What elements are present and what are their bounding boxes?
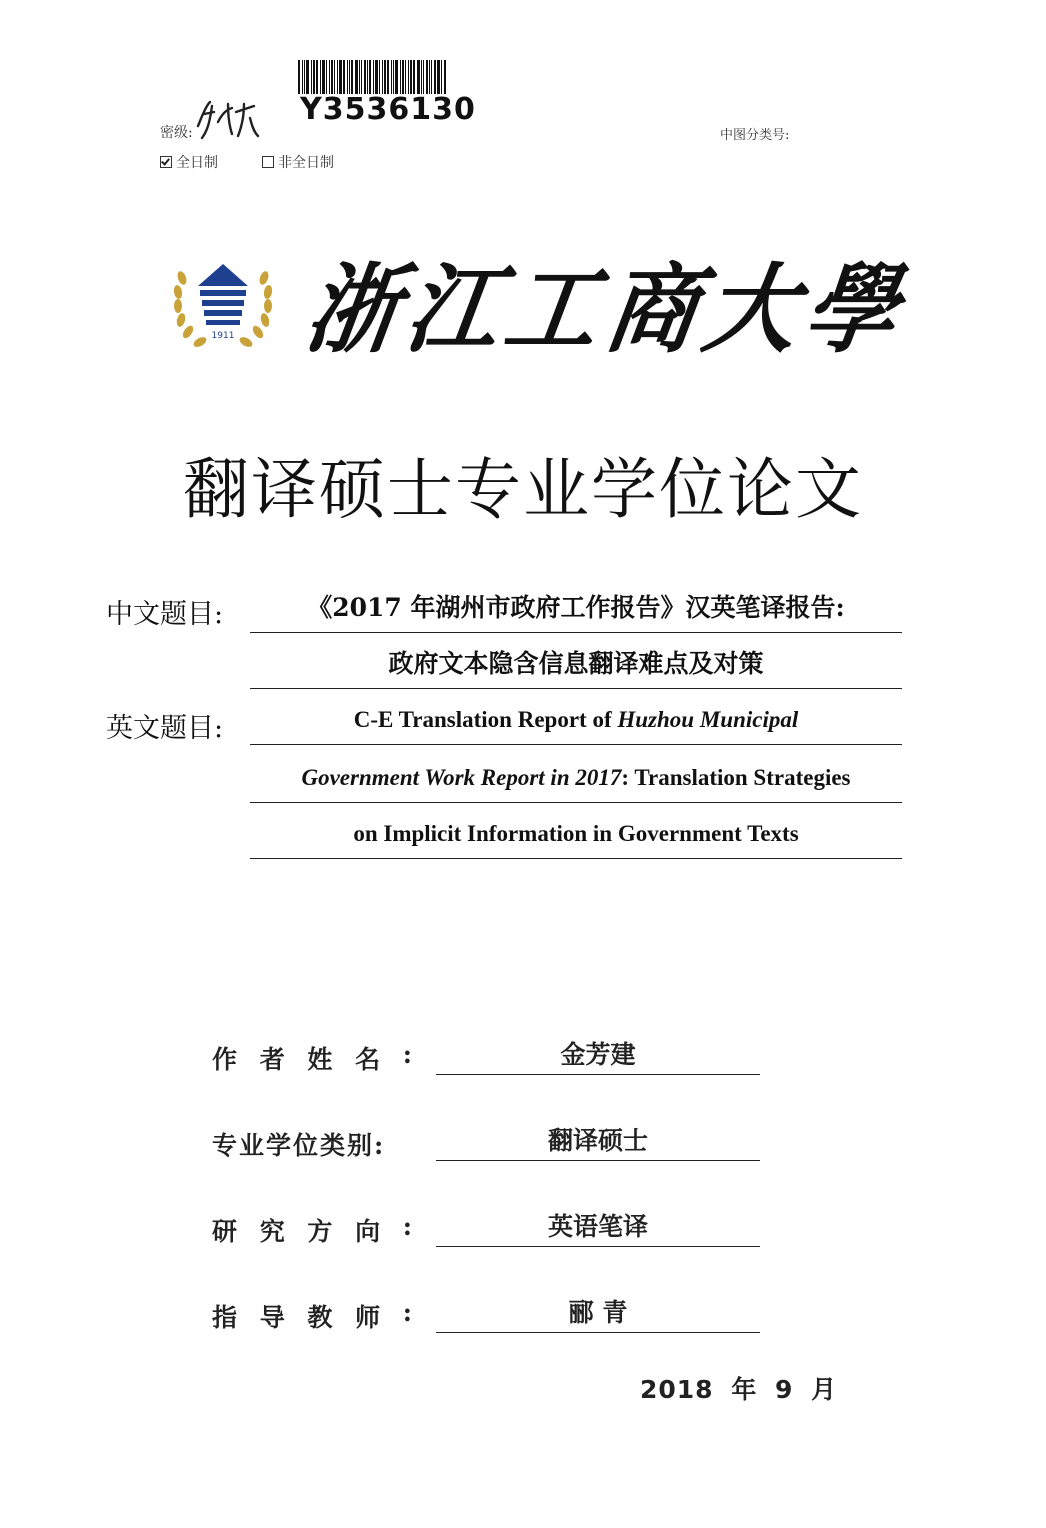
date-month-unit: 月 xyxy=(811,1375,838,1404)
university-name-char: 商 xyxy=(597,252,706,367)
english-title-label: 英文题目: xyxy=(106,713,224,744)
barcode-bar xyxy=(379,60,380,94)
label-char: 方 xyxy=(307,1217,333,1246)
english-title-line-3: on Implicit Information in Government Texts xyxy=(250,814,902,859)
date-year-unit: 年 xyxy=(731,1375,758,1404)
university-name-char: 工 xyxy=(498,252,607,367)
label-char: 研 xyxy=(212,1217,238,1246)
barcode-bar xyxy=(437,60,440,94)
label-char: 作 xyxy=(212,1045,238,1074)
date-year: 2018 xyxy=(640,1375,714,1404)
barcode-bar xyxy=(373,60,374,94)
barcode-bar xyxy=(302,60,303,94)
secrecy-label: 密级: xyxy=(160,125,193,141)
barcode-bar xyxy=(306,60,309,94)
barcode-bar xyxy=(343,60,345,94)
barcode-bar xyxy=(391,60,392,94)
label-char: 师 xyxy=(355,1303,381,1332)
university-name xyxy=(298,246,905,367)
barcode-bar xyxy=(364,60,366,94)
english-title-line-2-part-b: : Translation Strategies xyxy=(621,765,851,790)
barcode-bar xyxy=(423,60,424,94)
barcode-bar xyxy=(361,60,362,94)
full-time-label: 全日制 xyxy=(176,155,218,171)
label-char: 指 xyxy=(212,1303,238,1332)
label-char: 向 xyxy=(355,1217,381,1246)
label-char: 究 xyxy=(259,1217,285,1246)
author-label xyxy=(212,1040,412,1076)
label-char: : xyxy=(402,1212,412,1241)
barcode-bar xyxy=(395,60,398,94)
label-char: 者 xyxy=(259,1045,285,1074)
barcode-bar xyxy=(351,60,353,94)
barcode-bar xyxy=(304,60,305,94)
barcode-bar xyxy=(349,60,350,94)
barcode-bar xyxy=(426,60,428,94)
barcode-bar xyxy=(316,60,318,94)
barcode-bar xyxy=(339,60,342,94)
submission-date xyxy=(640,1370,837,1406)
barcode-bar xyxy=(334,60,335,94)
english-title-line-1-part-b: Huzhou Municipal xyxy=(617,707,799,732)
full-time-option[interactable] xyxy=(160,152,218,172)
barcode-bar xyxy=(434,60,436,94)
label-char: 姓 xyxy=(307,1045,333,1074)
barcode-number: Y3536130 xyxy=(300,92,476,127)
handwritten-signature-icon xyxy=(192,96,262,142)
barcode-bar xyxy=(431,60,432,94)
chinese-title-label: 中文题目: xyxy=(106,599,224,630)
chinese-title-line-1: 《2017 年湖州市政府工作报告》汉英笔译报告: xyxy=(250,588,902,633)
label-char: 导 xyxy=(259,1303,285,1332)
english-title-line-1 xyxy=(250,700,902,745)
english-title-line-2-part-a: Government Work Report in 2017 xyxy=(301,765,622,790)
barcode-bar xyxy=(347,60,348,94)
barcode-bar xyxy=(384,60,386,94)
barcode-bar xyxy=(313,60,315,94)
barcode-bar xyxy=(441,60,442,94)
checkbox-empty-icon[interactable] xyxy=(262,156,274,168)
english-title-line-1-part-a: C-E Translation Report of xyxy=(353,707,618,732)
university-name-char: 江 xyxy=(398,252,507,367)
barcode-bar xyxy=(322,60,325,94)
barcode-bar xyxy=(405,60,406,94)
barcode-bar xyxy=(413,60,415,94)
barcode-bar xyxy=(337,60,338,94)
barcode-bar xyxy=(408,60,409,94)
author-value: 金芳建 xyxy=(436,1038,760,1075)
barcode-bar xyxy=(369,60,371,94)
barcode-bar xyxy=(417,60,420,94)
barcode-bar xyxy=(382,60,383,94)
label-char: 教 xyxy=(307,1303,333,1332)
research-direction-value: 英语笔译 xyxy=(436,1210,760,1247)
part-time-label: 非全日制 xyxy=(278,155,334,171)
chinese-title-line-2: 政府文本隐含信息翻译难点及对策 xyxy=(250,644,902,689)
part-time-option[interactable] xyxy=(262,152,334,172)
emblem-year: 1911 xyxy=(211,331,235,341)
barcode-bar xyxy=(387,60,389,94)
barcode-bar xyxy=(375,60,378,94)
barcode-bar xyxy=(355,60,358,94)
university-name-char: 學 xyxy=(796,252,905,367)
label-char: : xyxy=(402,1040,412,1069)
barcode-bar xyxy=(429,60,430,94)
barcode-bar xyxy=(402,60,404,94)
english-title-line-2 xyxy=(250,758,902,803)
barcode-bar xyxy=(393,60,394,94)
barcode-bar xyxy=(298,60,300,94)
degree-category-label: 专业学位类别: xyxy=(212,1131,386,1160)
barcode-bar xyxy=(444,60,446,94)
university-emblem-icon xyxy=(168,258,278,354)
barcode-bar xyxy=(331,60,333,94)
label-char: : xyxy=(402,1298,412,1327)
label-char: 名 xyxy=(355,1045,381,1074)
barcode-bar xyxy=(329,60,330,94)
checkbox-checked-icon[interactable] xyxy=(160,156,172,168)
classification-number-label: 中图分类号: xyxy=(720,128,790,143)
page-title: 翻译硕士专业学位论文 xyxy=(183,451,863,528)
barcode-bar xyxy=(367,60,368,94)
degree-category-value: 翻译硕士 xyxy=(436,1124,760,1161)
study-mode-options xyxy=(160,152,334,172)
barcode-bar xyxy=(421,60,422,94)
research-direction-label xyxy=(212,1212,412,1248)
barcode-bar xyxy=(400,60,401,94)
barcode-bar xyxy=(359,60,360,94)
university-name-char: 大 xyxy=(697,252,806,367)
advisor-label xyxy=(212,1298,412,1334)
university-name-char: 浙 xyxy=(298,252,407,367)
barcode-bar xyxy=(320,60,321,94)
barcode-bar xyxy=(311,60,312,94)
date-month: 9 xyxy=(775,1375,794,1404)
barcode-bar xyxy=(410,60,412,94)
advisor-value: 郦 青 xyxy=(436,1296,760,1333)
barcode-bar xyxy=(326,60,327,94)
barcode xyxy=(298,60,478,94)
